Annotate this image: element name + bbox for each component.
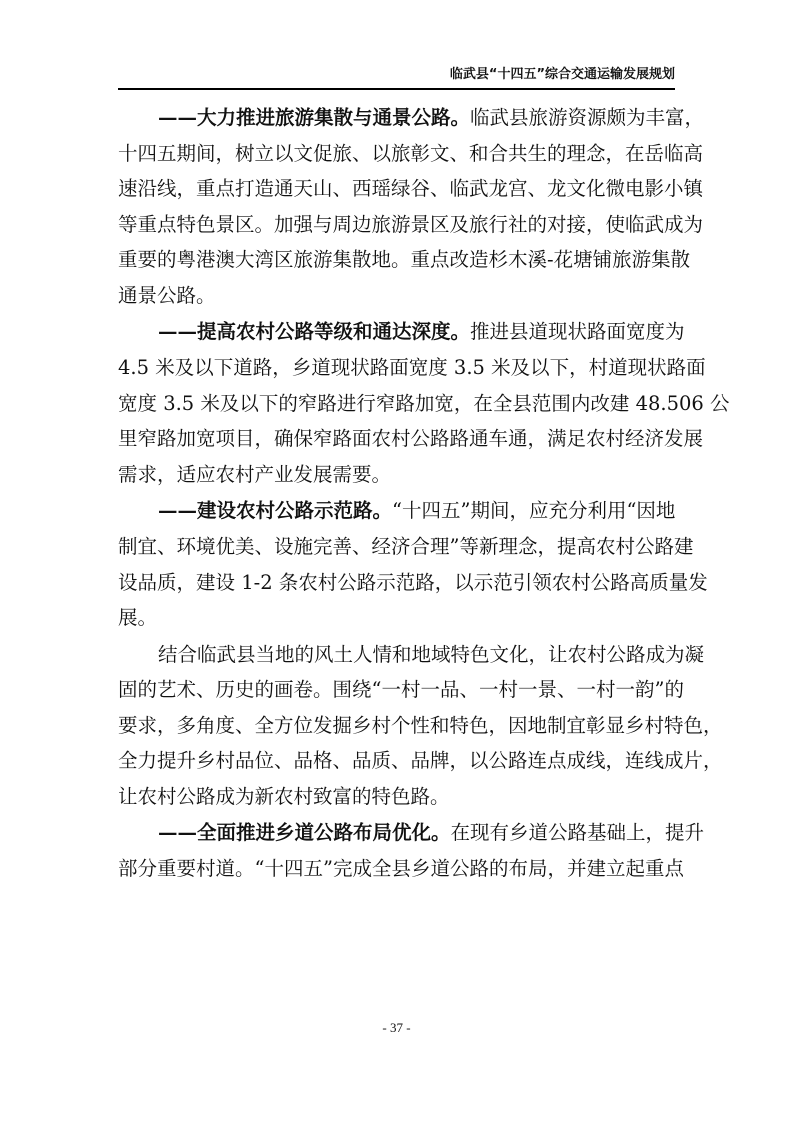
paragraph-line: 里窄路加宽项目，确保窄路面农村公路路通车通，满足农村经济发展 bbox=[118, 427, 704, 451]
paragraph bbox=[118, 314, 730, 492]
paragraph-line: 4.5 米及以下道路，乡道现状路面宽度 3.5 米及以下，村道现状路面 bbox=[118, 356, 706, 380]
paragraph-lead: ——提高农村公路等级和通达深度。 bbox=[158, 320, 471, 344]
paragraph-line: 等重点特色景区。加强与周边旅游景区及旅行社的对接，使临武成为 bbox=[118, 212, 704, 236]
paragraph-lead: ——全面推进乡道公路布局优化。 bbox=[158, 821, 451, 845]
header-divider bbox=[118, 88, 675, 90]
paragraph-line: 要求，多角度、全方位发掘乡村个性和特色，因地制宜彰显乡村特色， bbox=[118, 713, 723, 737]
paragraph-line: 部分重要村道。“十四五”完成全县乡道公路的布局，并建立起重点 bbox=[118, 857, 684, 881]
paragraph-line: 需求，适应农村产业发展需要。 bbox=[118, 462, 392, 486]
paragraph bbox=[118, 493, 708, 635]
page-number: - 37 - bbox=[382, 1020, 411, 1035]
paragraph-line bbox=[118, 815, 705, 851]
paragraph-line: 结合临武县当地的风土人情和地域特色文化，让农村公路成为凝 bbox=[158, 642, 705, 666]
paragraph-line bbox=[118, 314, 685, 350]
paragraph-line: 速沿线，重点打造通天山、西瑶绿谷、临武龙宫、龙文化微电影小镇 bbox=[118, 177, 704, 201]
paragraph-line: 通景公路。 bbox=[118, 283, 216, 307]
paragraph-line: 设品质，建设 1-2 条农村公路示范路，以示范引领农村公路高质量发 bbox=[118, 570, 708, 594]
paragraph-line: 让农村公路成为新农村致富的特色路。 bbox=[118, 784, 450, 808]
paragraph-line: 十四五期间，树立以文促旅、以旅彰文、和合共生的理念，在岳临高 bbox=[118, 141, 704, 165]
paragraph-text: 临武县旅游资源颇为丰富， bbox=[470, 106, 705, 129]
paragraph-line: 宽度 3.5 米及以下的窄路进行窄路加宽，在全县范围内改建 48.506 公 bbox=[118, 391, 730, 415]
paragraph-line bbox=[118, 493, 675, 529]
paragraph-line: 展。 bbox=[118, 606, 158, 630]
paragraph-text: 推进县道现状路面宽度为 bbox=[470, 320, 685, 344]
running-header: 临武县“十四五”综合交通运输发展规划 bbox=[449, 67, 675, 82]
paragraph bbox=[118, 815, 705, 886]
paragraph-lead: ——建设农村公路示范路。 bbox=[158, 499, 393, 523]
paragraph-text: 在现有乡道公路基础上，提升 bbox=[450, 821, 705, 845]
paragraph-lead: ——大力推进旅游集散与通景公路。 bbox=[158, 106, 471, 129]
paragraph-line: 制宜、环境优美、设施完善、经济合理”等新理念，提高农村公路建 bbox=[118, 534, 694, 558]
paragraph-line bbox=[118, 100, 705, 136]
paragraph-line: 固的艺术、历史的画卷。围绕“一村一品、一村一景、一村一韵”的 bbox=[118, 678, 684, 702]
paragraph bbox=[118, 100, 705, 314]
paragraph bbox=[118, 637, 723, 815]
paragraph-line: 重要的粤港澳大湾区旅游集散地。重点改造杉木溪-花塘铺旅游集散 bbox=[118, 248, 691, 272]
paragraph-text: “十四五”期间，应充分利用“因地 bbox=[392, 499, 676, 523]
paragraph-line: 全力提升乡村品位、品格、品质、品牌，以公路连点成线，连线成片， bbox=[118, 749, 723, 773]
document-body bbox=[118, 100, 730, 887]
